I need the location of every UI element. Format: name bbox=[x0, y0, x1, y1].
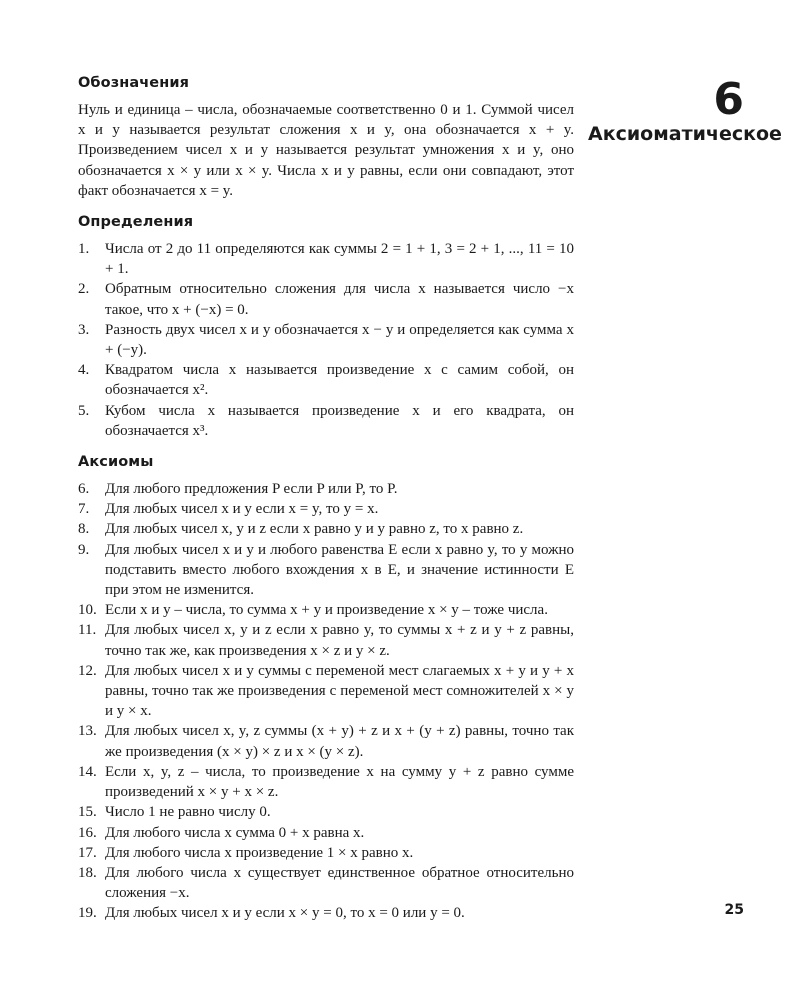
item-text: Квадратом числа x называется произведение x с самим собой, он обозначается x². bbox=[105, 362, 574, 399]
item-number: 9. bbox=[78, 541, 90, 558]
list-item bbox=[78, 279, 574, 319]
chapter-number: 6 bbox=[713, 74, 744, 125]
item-text: Число 1 не равно числу 0. bbox=[105, 804, 271, 821]
item-number: 2. bbox=[78, 281, 90, 298]
axioms-section bbox=[78, 453, 574, 923]
list-item bbox=[78, 863, 574, 903]
list-item bbox=[78, 519, 574, 539]
list-item bbox=[78, 479, 574, 499]
item-number: 19. bbox=[78, 905, 97, 922]
axioms-list bbox=[78, 479, 574, 923]
chapter-header bbox=[588, 74, 782, 146]
item-text: Для любых чисел x и y и любого равенства E если x равно y, то y можно подставить вместо любого вхождения x в E, и значение истинности E при этом не изменится. bbox=[105, 541, 574, 599]
item-text: Для любого числа x сумма 0 + x равна x. bbox=[105, 824, 365, 841]
list-item bbox=[78, 401, 574, 441]
definitions-heading: Определения bbox=[78, 214, 194, 231]
item-text: Для любых чисел x и y если x × y = 0, то x = 0 или y = 0. bbox=[105, 905, 465, 922]
item-number: 11. bbox=[78, 622, 97, 639]
item-number: 5. bbox=[78, 402, 90, 419]
item-number: 18. bbox=[78, 864, 97, 881]
item-text: Для любых чисел x и y если x = y, то y = x. bbox=[105, 501, 379, 518]
list-item bbox=[78, 721, 574, 761]
item-text: Числа от 2 до 11 определяются как суммы 2 = 1 + 1, 3 = 2 + 1, ..., 11 = 10 + 1. bbox=[105, 241, 574, 278]
item-text: Для любых чисел x, y и z если x равно y и y равно z, то x равно z. bbox=[105, 521, 524, 538]
notation-paragraph: Нуль и единица – числа, обозначаемые соответственно 0 и 1. Суммой чисел x и y называется результат сложения x и y, она обозначается x + y. Произведением чисел x и y называется результат умножения x и y, оно обозначается x × y или x × y. Числа x и y равны, если они совпадают, этот факт обозначается x = y. bbox=[78, 102, 574, 199]
list-item bbox=[78, 360, 574, 400]
list-item bbox=[78, 499, 574, 519]
item-number: 6. bbox=[78, 481, 90, 498]
item-text: Если x и y – числа, то сумма x + y и произведение x × y – тоже числа. bbox=[105, 602, 548, 619]
item-number: 17. bbox=[78, 844, 97, 861]
chapter-title: Аксиоматическое bbox=[588, 123, 782, 145]
list-item bbox=[78, 600, 574, 620]
item-text: Для любых чисел x, y, z суммы (x + y) + z и x + (y + z) равны, точно так же произведения (x × y) × z и x × (y × z). bbox=[105, 723, 575, 760]
item-number: 4. bbox=[78, 362, 90, 379]
item-number: 8. bbox=[78, 521, 90, 538]
item-text: Обратным относительно сложения для числа x называется число −x такое, что x + (−x) = 0. bbox=[105, 281, 574, 318]
definitions-section bbox=[78, 213, 574, 441]
list-item bbox=[78, 903, 574, 923]
item-number: 16. bbox=[78, 824, 97, 841]
item-text: Для любого числа x произведение 1 × x равно x. bbox=[105, 844, 414, 861]
list-item bbox=[78, 661, 574, 722]
item-text: Разность двух чисел x и y обозначается x − y и определяется как сумма x + (−y). bbox=[105, 321, 574, 359]
item-number: 13. bbox=[78, 723, 97, 740]
notation-section bbox=[78, 74, 574, 201]
list-item bbox=[78, 320, 574, 360]
item-number: 1. bbox=[78, 241, 90, 258]
item-number: 15. bbox=[78, 804, 97, 821]
list-item bbox=[78, 620, 574, 660]
list-item bbox=[78, 802, 574, 822]
notation-heading: Обозначения bbox=[78, 75, 190, 91]
list-item bbox=[78, 823, 574, 843]
item-number: 12. bbox=[78, 662, 97, 679]
list-item bbox=[78, 239, 574, 279]
page-number: 25 bbox=[724, 902, 744, 918]
list-item bbox=[78, 540, 574, 601]
item-text: Для любого предложения P если P или P, то P. bbox=[105, 481, 398, 498]
item-number: 7. bbox=[78, 501, 90, 518]
item-text: Кубом числа x называется произведение x и его квадрата, он обозначается x³. bbox=[105, 402, 574, 439]
list-item bbox=[78, 762, 574, 802]
item-number: 3. bbox=[78, 321, 90, 338]
item-text: Для любого числа x существует единственное обратное относительно сложения −x. bbox=[105, 864, 574, 902]
item-text: Для любых чисел x, y и z если x равно y, то суммы x + z и y + z равны, точно так же, как произведения x × z и y × z. bbox=[105, 622, 574, 659]
definitions-list bbox=[78, 239, 574, 441]
item-number: 14. bbox=[78, 763, 97, 780]
item-number: 10. bbox=[78, 602, 97, 619]
item-text: Для любых чисел x и y суммы с переменой мест слагаемых x + y и y + x равны, точно так же произведения с переменой мест сомножителей x × y и y × x. bbox=[105, 662, 574, 720]
item-text: Если x, y, z – числа, то произведение x на сумму y + z равно сумме произведений x × y + x × z. bbox=[105, 763, 574, 801]
main-column bbox=[78, 74, 574, 936]
list-item bbox=[78, 843, 574, 863]
axioms-heading: Аксиомы bbox=[78, 454, 154, 471]
